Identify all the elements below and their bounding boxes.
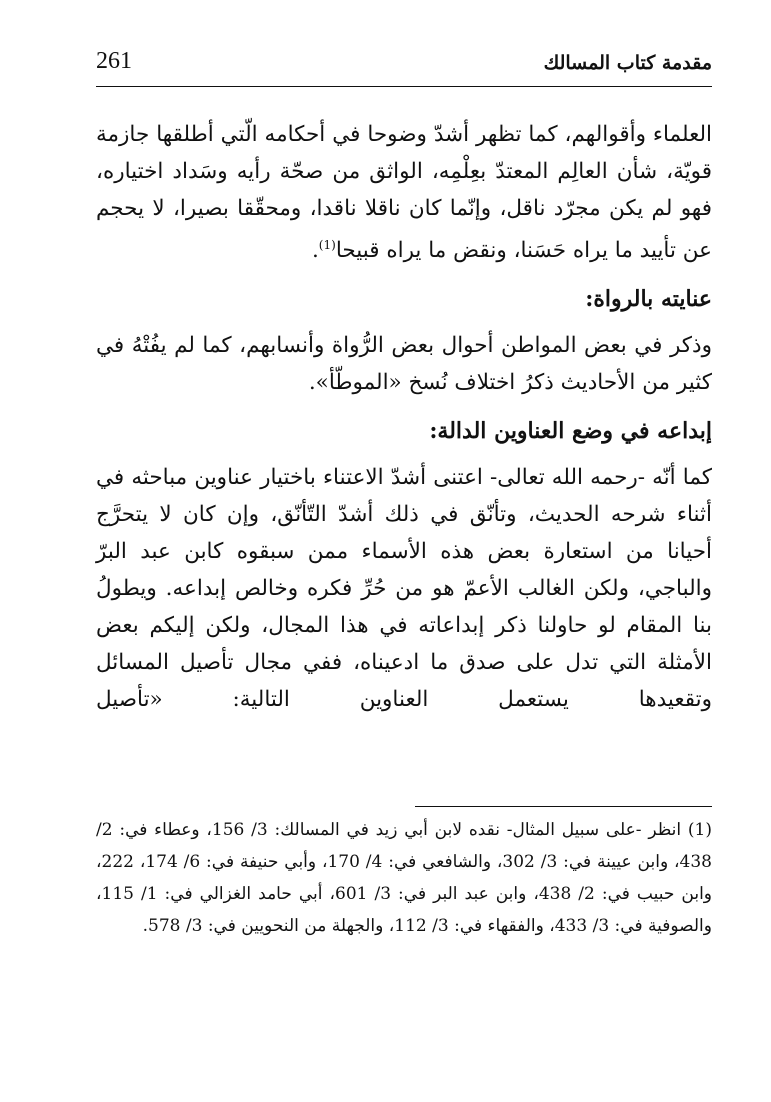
paragraph-titles: كما أنّه -رحمه الله تعالى- اعتنى أشدّ الاعتناء باختيار عناوين مباحثه في أثناء شرحه الحديث، وتأنّق في ذلك أشدّ التّأنّق، وإن كان لا يتحرَّج أحيانا من استعارة بعض هذه الأسماء ممن سبقوه كابن عبد البرّ والباجي، ولكن الغالب الأعمّ هو من حُرِّ فكره وخالص إبداعه. ويطولُ بنا المقام لو حاولنا ذكر إبداعاته في هذا المجال، ولكن إليكم بعض الأمثلة التي تدل على صدق ما ادعيناه، ففي مجال تأصيل المسائل وتقعيدها يستعمل العناوين التالية: «تأصيل <box>96 465 712 713</box>
page-number: 261 <box>96 48 132 74</box>
page-header <box>96 46 712 86</box>
header-rule <box>96 86 712 87</box>
footnote-ref: (1) <box>318 238 336 252</box>
footnote <box>96 814 712 942</box>
paragraph-narrators: وذكر في بعض المواطن أحوال بعض الرُّواة وأنسابهم، كما لم يفُتْهُ في كثير من الأحاديث ذكرُ اختلاف نُسخ «الموطّأ». <box>96 333 712 396</box>
footnote-rule <box>415 806 712 807</box>
heading-narrators: عنايته بالرواة: <box>585 286 712 313</box>
body-text <box>96 116 712 718</box>
paragraph-criticism <box>96 116 712 269</box>
paragraph-criticism-end: . <box>311 238 319 264</box>
running-title: مقدمة كتاب المسالك <box>543 52 712 74</box>
paragraph-criticism-text: العلماء وأقوالهم، كما تظهر أشدّ وضوحا في أحكامه الّتي أطلقها جازمة قويّة، شأن العالِم المعتدّ بعِلْمِه، الواثق من صحّة رأيه وسَداد اختياره، فهو لم يكن مجرّد ناقل، وإنّما كان ناقلا ناقدا، ومحقّقا بصيرا، لا يحجم عن تأييد ما يراه حَسَنا، ونقض ما يراه قبيحا <box>96 122 712 264</box>
heading-titles: إبداعه في وضع العناوين الدالة: <box>429 418 712 445</box>
footnote-text: (1) انظر -على سبيل المثال- نقده لابن أبي زيد في المسالك: 3/ 156، وعطاء في: 2/ 438، وابن عيينة في: 3/ 302، والشافعي في: 4/ 170، وأبي حنيفة في: 6/ 174، 222، وابن حبيب في: 2/ 438، وابن عبد البر في: 3/ 601، أبي حامد الغزالي في: 1/ 115، والصوفية في: 3/ 433، والفقهاء في: 3/ 112، والجهلة من النحويين في: 3/ 578. <box>96 820 713 936</box>
